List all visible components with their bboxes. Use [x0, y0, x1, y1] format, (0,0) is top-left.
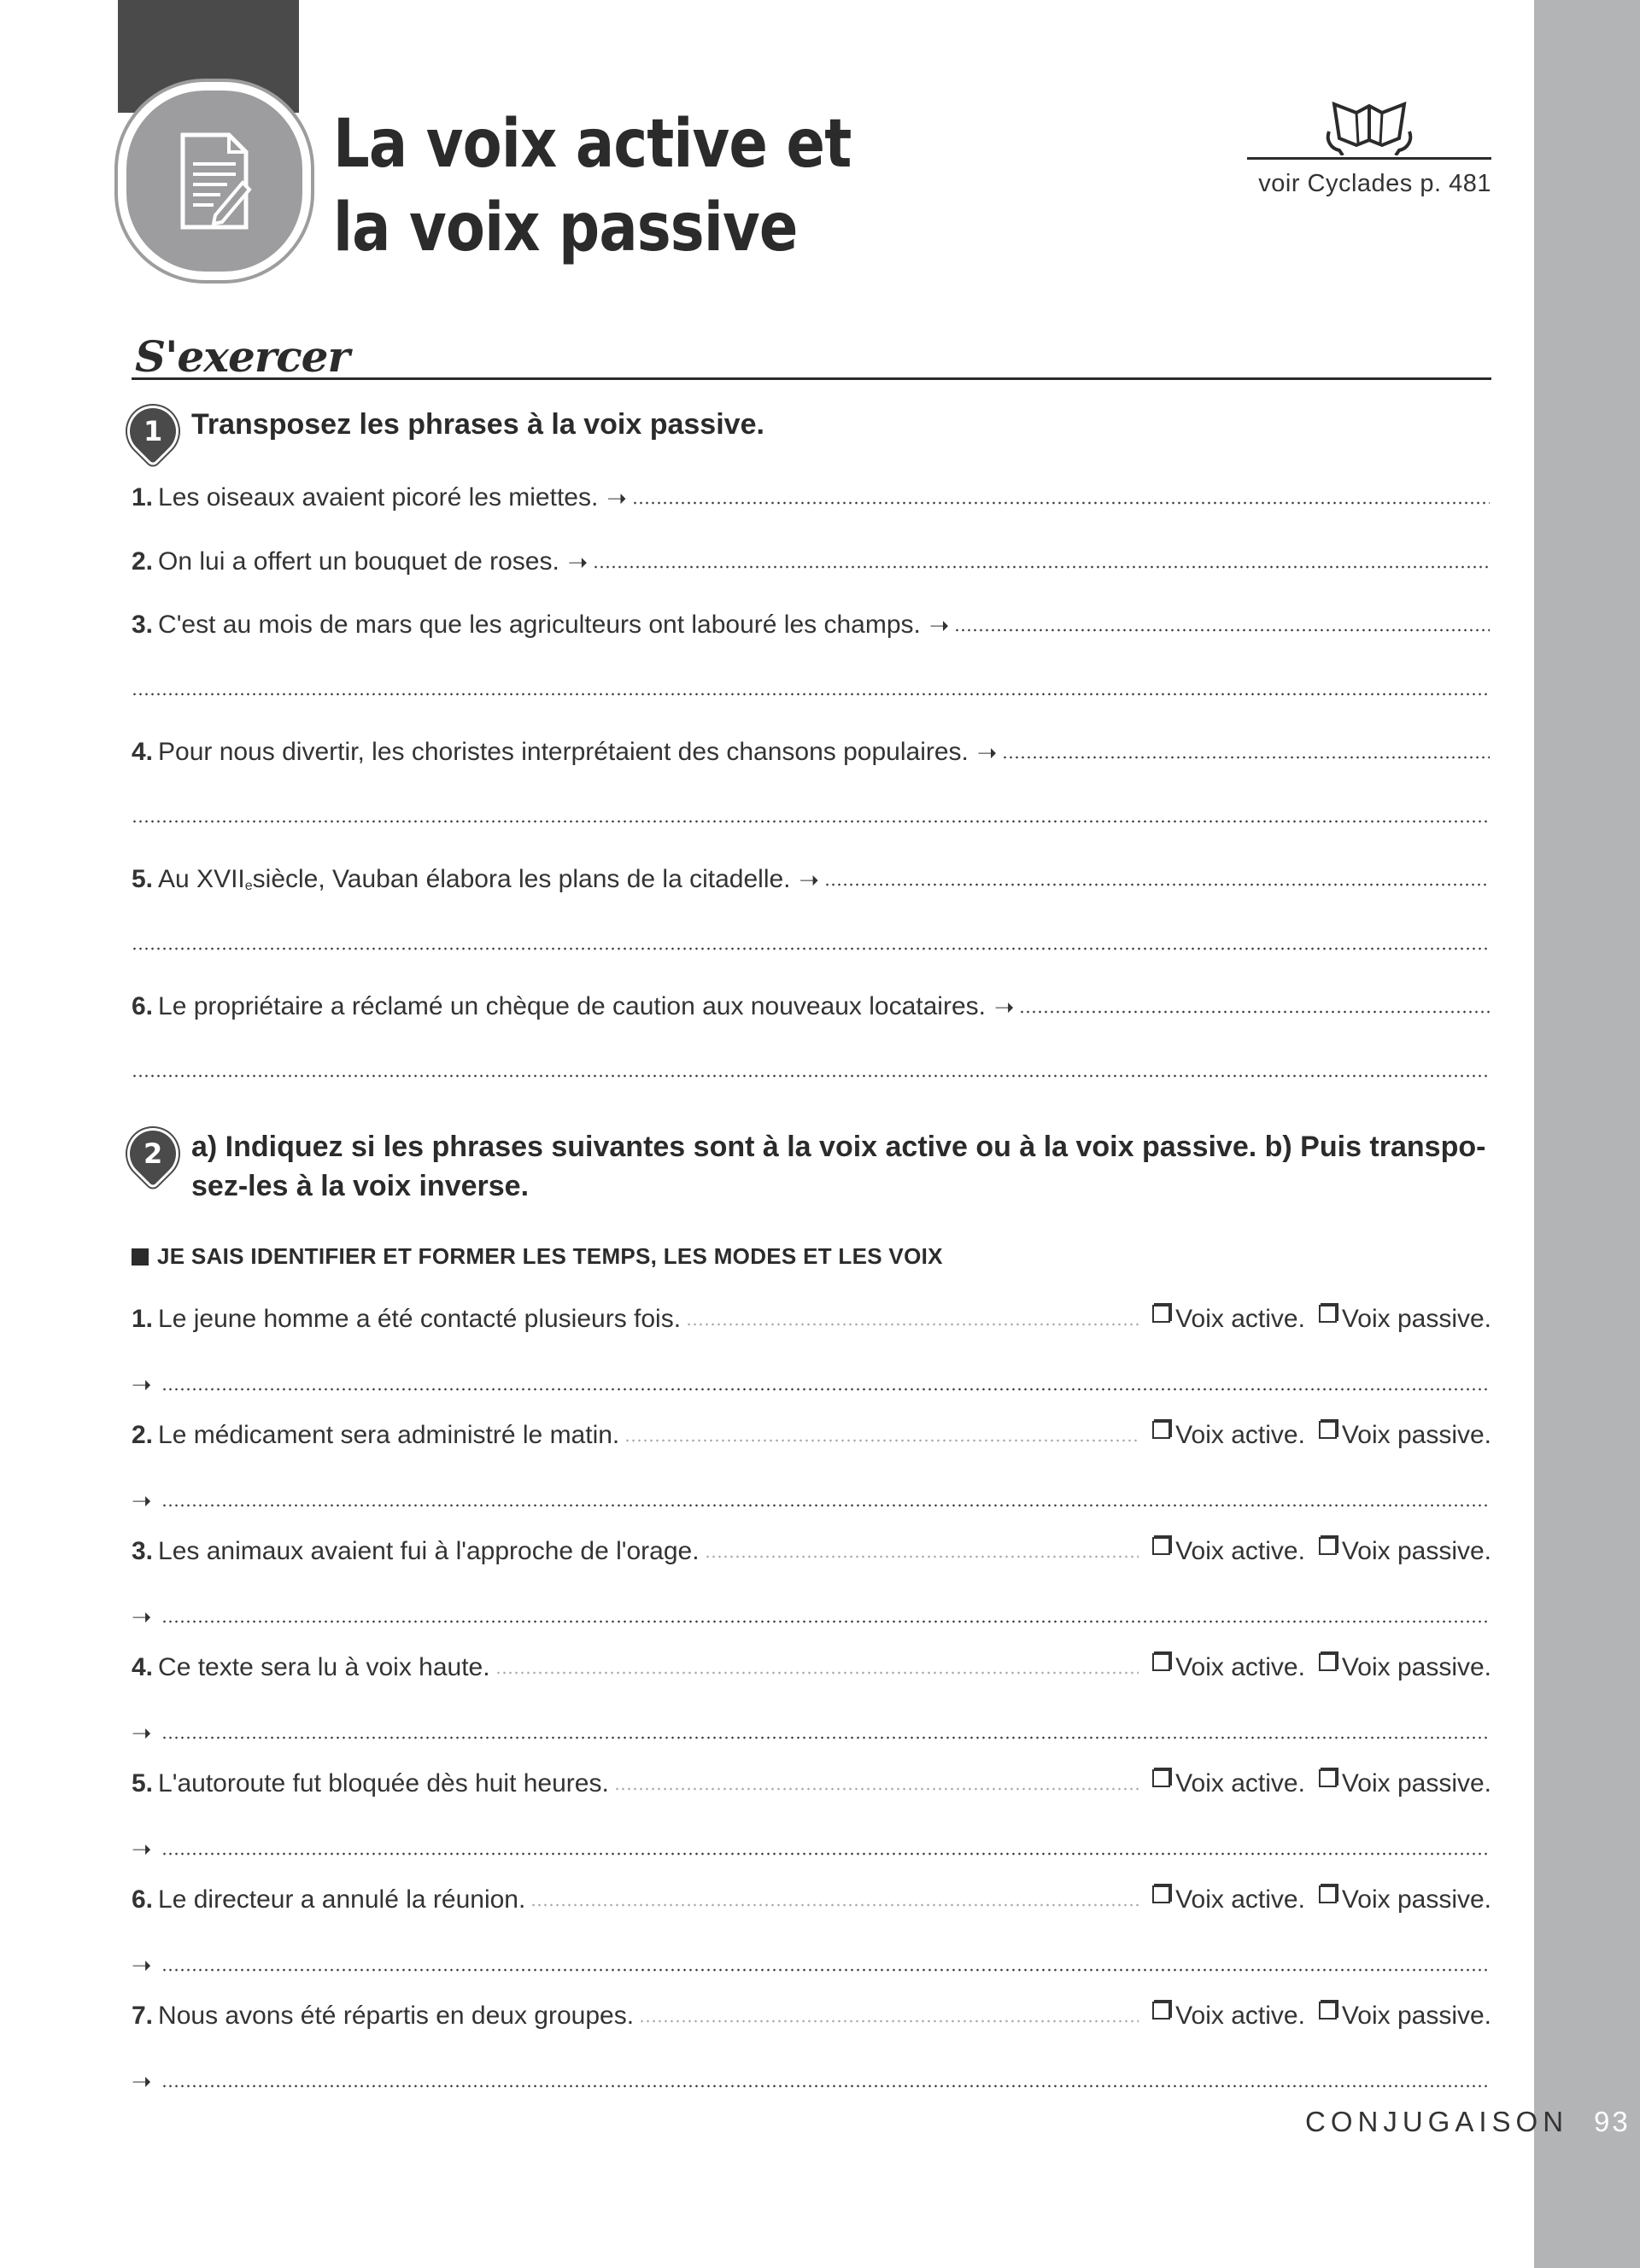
answer-line[interactable] — [132, 1074, 1490, 1078]
voix-active-checkbox[interactable]: Voix active. — [1152, 1885, 1305, 1914]
answer-line[interactable] — [954, 628, 1490, 632]
ex1-continuation-line — [132, 921, 1491, 958]
arrow-icon: ➝ — [132, 1836, 152, 1862]
ex2-answer-1 — [132, 1361, 1491, 1399]
answer-line[interactable] — [161, 1620, 1490, 1623]
reference-text: voir Cyclades p. 481 — [1258, 170, 1491, 197]
worksheet-badge — [126, 91, 302, 272]
leader-dots — [686, 1323, 1139, 1326]
exercise-number-badge: 2 — [120, 1121, 185, 1186]
answer-line[interactable] — [161, 1736, 1490, 1739]
ex2-answer-7 — [132, 2058, 1491, 2096]
ex1-item-2: 2. On lui a offert un bouquet de roses. ➝ — [132, 539, 1491, 576]
exercise-2-instruction: a) Indiquez si les phrases suivantes sont à la voix active ou à la voix passive. b) Puis transpo- sez-les à la voix inverse. — [191, 1131, 1486, 1202]
page-title — [333, 102, 851, 270]
ex2-item-3: 3. Les animaux avaient fui à l'approche de l'orage. Voix active. Voix passive. — [132, 1537, 1491, 1565]
voix-passive-checkbox[interactable]: Voix passive. — [1319, 1769, 1491, 1798]
answer-line[interactable] — [161, 2084, 1490, 2088]
section-header — [132, 328, 1491, 380]
ex2-answer-3 — [132, 1593, 1491, 1631]
voix-passive-checkbox[interactable]: Voix passive. — [1319, 2002, 1491, 2031]
arrow-icon: ➝ — [132, 1371, 152, 1398]
voix-passive-checkbox[interactable]: Voix passive. — [1319, 1653, 1491, 1682]
ex1-item-5: 5. Au XVII e siècle, Vauban élabora les plans de la citadelle. ➝ — [132, 856, 1491, 894]
leader-dots — [705, 1555, 1139, 1558]
answer-line[interactable] — [161, 1504, 1490, 1507]
leader-dots — [624, 1439, 1139, 1442]
answer-line[interactable] — [1019, 1010, 1490, 1014]
voix-passive-checkbox[interactable]: Voix passive. — [1319, 1537, 1491, 1566]
answer-line[interactable] — [132, 820, 1490, 823]
voix-active-checkbox[interactable]: Voix active. — [1152, 2002, 1305, 2031]
footer-section: CONJUGAISON — [1305, 2106, 1569, 2137]
ex2-answer-5 — [132, 1826, 1491, 1863]
ex2-item-7: 7. Nous avons été répartis en deux groupes. Voix active. Voix passive. — [132, 2002, 1491, 2030]
voix-active-checkbox[interactable]: Voix active. — [1152, 1421, 1305, 1450]
leader-dots — [530, 1903, 1139, 1907]
ex1-continuation-line — [132, 666, 1491, 704]
answer-line[interactable] — [161, 1968, 1490, 1972]
ex2-item-4: 4. Ce texte sera lu à voix haute. Voix active. Voix passive. — [132, 1653, 1491, 1681]
arrow-icon: ➝ — [132, 1720, 152, 1746]
ex2-answer-4 — [132, 1710, 1491, 1747]
answer-line[interactable] — [132, 947, 1490, 950]
exercise-2-header — [130, 1127, 1485, 1206]
ex1-continuation-line — [132, 793, 1491, 831]
exercise-1-header — [130, 405, 764, 454]
voix-active-checkbox[interactable]: Voix active. — [1152, 1537, 1305, 1566]
exercise-1-instruction: Transposez les phrases à la voix passive. — [191, 408, 764, 441]
ex2-item-5: 5. L'autoroute fut bloquée dès huit heures. Voix active. Voix passive. — [132, 1769, 1491, 1797]
voix-passive-checkbox[interactable]: Voix passive. — [1319, 1421, 1491, 1450]
leader-dots — [495, 1671, 1139, 1675]
ex2-item-1: 1. Le jeune homme a été contacté plusieurs fois. Voix active. Voix passive. — [132, 1305, 1491, 1333]
voix-active-checkbox[interactable]: Voix active. — [1152, 1769, 1305, 1798]
arrow-icon: ➝ — [132, 1604, 152, 1630]
ex2-item-6: 6. Le directeur a annulé la réunion. Voix active. Voix passive. — [132, 1885, 1491, 1914]
square-bullet-icon — [132, 1248, 149, 1266]
arrow-icon: ➝ — [567, 549, 589, 576]
section-title: S'exercer — [135, 331, 349, 382]
ex1-item-4: 4. Pour nous divertir, les choristes interprétaient des chansons populaires. ➝ — [132, 729, 1491, 767]
answer-line[interactable] — [632, 501, 1490, 505]
ex1-item-3: 3. C'est au mois de mars que les agriculteurs ont labouré les champs. ➝ — [132, 602, 1491, 640]
side-band — [1534, 0, 1640, 2268]
title-line-2: la voix passive — [333, 190, 798, 266]
book-reference — [1247, 92, 1491, 198]
answer-line[interactable] — [161, 1388, 1490, 1391]
arrow-icon: ➝ — [799, 867, 819, 893]
reading-book-icon — [1322, 92, 1416, 155]
arrow-icon: ➝ — [993, 994, 1015, 1020]
voix-active-checkbox[interactable]: Voix active. — [1152, 1653, 1305, 1682]
answer-line[interactable] — [1002, 756, 1490, 759]
ex1-continuation-line — [132, 1048, 1491, 1085]
leader-dots — [639, 2020, 1139, 2023]
answer-line[interactable] — [593, 565, 1490, 569]
answer-line[interactable] — [132, 693, 1490, 696]
arrow-icon: ➝ — [928, 612, 950, 639]
ex2-answer-2 — [132, 1477, 1491, 1515]
arrow-icon: ➝ — [132, 2068, 152, 2095]
page-footer — [1305, 2106, 1631, 2138]
leader-dots — [614, 1787, 1139, 1791]
voix-passive-checkbox[interactable]: Voix passive. — [1319, 1885, 1491, 1914]
ex1-item-1: 1. Les oiseaux avaient picoré les miettes. ➝ — [132, 475, 1491, 512]
document-pencil-icon — [176, 130, 253, 232]
ex2-answer-6 — [132, 1942, 1491, 1979]
arrow-icon: ➝ — [606, 485, 627, 511]
answer-line[interactable] — [824, 883, 1490, 886]
exercise-number-badge: 1 — [120, 399, 185, 464]
ex1-item-6: 6. Le propriétaire a réclamé un chèque de caution aux nouveaux locataires. ➝ — [132, 984, 1491, 1021]
arrow-icon: ➝ — [132, 1952, 152, 1979]
arrow-icon: ➝ — [132, 1488, 152, 1514]
answer-line[interactable] — [161, 1852, 1490, 1856]
voix-passive-checkbox[interactable]: Voix passive. — [1319, 1305, 1491, 1334]
skill-label: JE SAIS IDENTIFIER ET FORMER LES TEMPS, LES MODES ET LES VOIX — [132, 1243, 943, 1270]
voix-active-checkbox[interactable]: Voix active. — [1152, 1305, 1305, 1334]
arrow-icon: ➝ — [976, 739, 998, 766]
page-number: 93 — [1594, 2106, 1631, 2137]
reference-rule — [1247, 157, 1491, 160]
ex2-item-2: 2. Le médicament sera administré le matin. Voix active. Voix passive. — [132, 1421, 1491, 1449]
title-line-1: La voix active et — [333, 106, 852, 183]
